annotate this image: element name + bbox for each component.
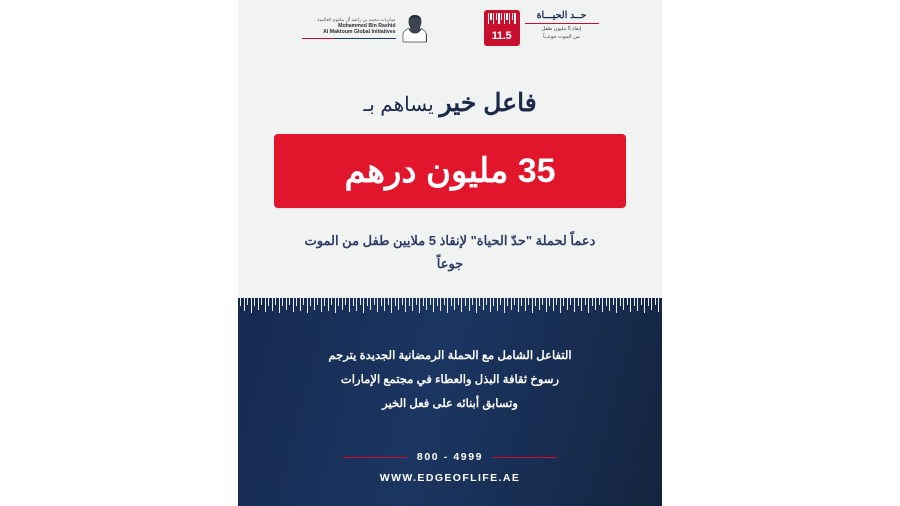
campaign-badge — [484, 10, 520, 46]
sheikh-portrait-icon — [402, 13, 428, 43]
headline — [272, 88, 628, 118]
website-url: WWW.EDGEOFLIFE.AE — [379, 472, 521, 484]
mbr-logo-text — [302, 17, 396, 39]
poster-upper-body — [238, 56, 662, 276]
mbr-logo-rule — [302, 38, 396, 40]
phone-row — [238, 451, 662, 463]
lower-paragraph-line3: وتسابق أبنائه على فعل الخير — [382, 396, 518, 410]
mbr-global-initiatives-logo — [302, 13, 428, 43]
campaign-logo-text — [525, 10, 599, 41]
mbr-logo-english-line2: Al Maktoum Global Initiatives — [323, 29, 396, 36]
campaign-logo — [484, 10, 599, 46]
amount-banner — [274, 134, 626, 208]
footer-rule-right — [493, 457, 557, 458]
campaign-subtitle-line1: إنقاذ 5 ملیون طفل — [541, 26, 582, 32]
amount-value: 35 مليون درهم — [344, 152, 556, 190]
campaign-title-rule — [525, 23, 599, 24]
lower-paragraph-line1: التفاعل الشامل مع الحملة الرمضانية الجديدة يترجم — [328, 349, 572, 362]
lower-paragraph-line2: رسوخ ثقافة البذل والعطاء في مجتمع الإمارات — [340, 372, 560, 386]
campaign-title: حــد الحيـــاة — [536, 10, 587, 21]
headline-bold: فاعل خير — [439, 89, 537, 117]
footer-rule-left — [343, 457, 407, 458]
mbr-logo-english-line1: Mohammed Bin Rashid — [338, 23, 396, 30]
ruler-ticks-icon — [488, 13, 516, 25]
poster-lower-section — [238, 298, 662, 506]
poster-footer — [238, 451, 662, 484]
support-text: دعماً لحملة "حدّ الحياة" لإنقاذ 5 ملايين طفل من الموت جوعاً — [304, 233, 596, 271]
headline-light: يساهم بـ — [363, 94, 434, 116]
poster — [238, 0, 662, 506]
mbr-logo-arabic: مبادرات محمد بن راشد آل مكتوم العالمية — [317, 16, 396, 22]
campaign-subtitle-line2: من الموت جوعــاً — [543, 33, 580, 40]
hotline-number: 800 - 4999 — [416, 451, 484, 463]
campaign-badge-number: 11.5 — [491, 30, 512, 42]
poster-header — [238, 0, 662, 56]
